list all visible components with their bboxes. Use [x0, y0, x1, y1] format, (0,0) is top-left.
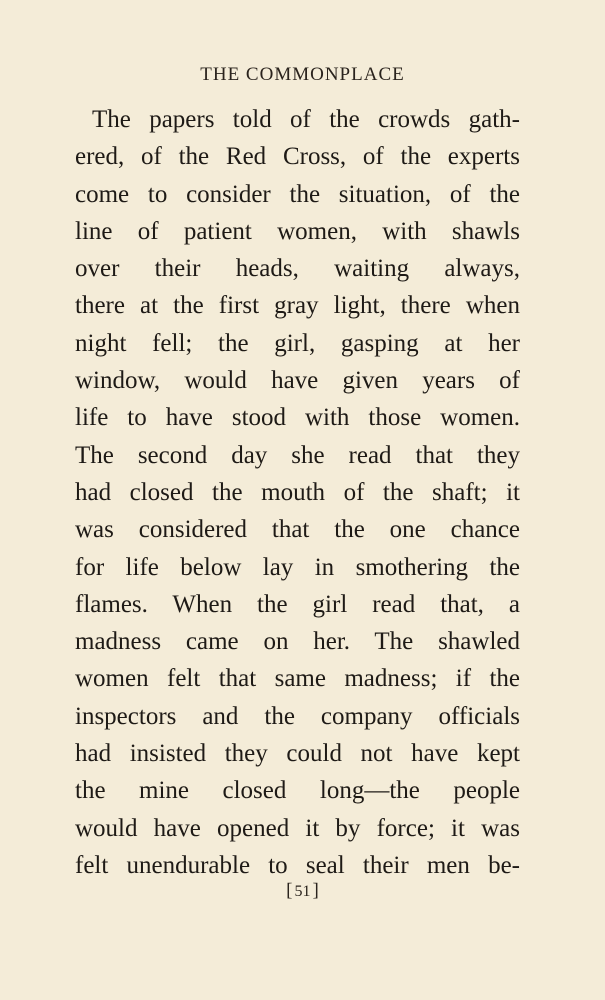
text-line: come to consider the situation, of the	[75, 180, 520, 208]
text-line: night fell; the girl, gasping at her	[75, 329, 520, 357]
text-line: ered, of the Red Cross, of the experts	[75, 143, 520, 171]
text-line: window, would have given years of	[75, 367, 520, 395]
text-line: there at the first gray light, there when	[75, 292, 520, 320]
text-line: for life below lay in smothering the	[75, 553, 520, 581]
folio-bracket-open: [	[286, 880, 293, 901]
text-line: over their heads, waiting always,	[75, 255, 520, 283]
text-line: flames. When the girl read that, a	[75, 590, 520, 618]
text-line: life to have stood with those women.	[75, 404, 520, 432]
text-line: inspectors and the company officials	[75, 702, 520, 730]
text-line: The papers told of the crowds gath-	[92, 106, 520, 133]
body-text	[75, 101, 520, 884]
text-line: line of patient women, with shawls	[75, 217, 520, 245]
folio-number: 51	[294, 883, 311, 900]
text-line: the mine closed long—the people	[75, 777, 520, 805]
running-head: THE COMMONPLACE	[200, 64, 405, 85]
text-line: had closed the mouth of the shaft; it	[75, 478, 520, 506]
folio-bracket-close: ]	[312, 880, 319, 901]
text-line: women felt that same madness; if the	[75, 665, 520, 693]
text-line: madness came on her. The shawled	[75, 628, 520, 656]
text-line: felt unendurable to seal their men be-	[75, 851, 520, 879]
page-number	[0, 880, 605, 902]
text-line: was considered that the one chance	[75, 516, 520, 544]
text-line: would have opened it by force; it was	[75, 814, 520, 842]
text-line: The second day she read that they	[75, 441, 520, 469]
text-line: had insisted they could not have kept	[75, 740, 520, 768]
